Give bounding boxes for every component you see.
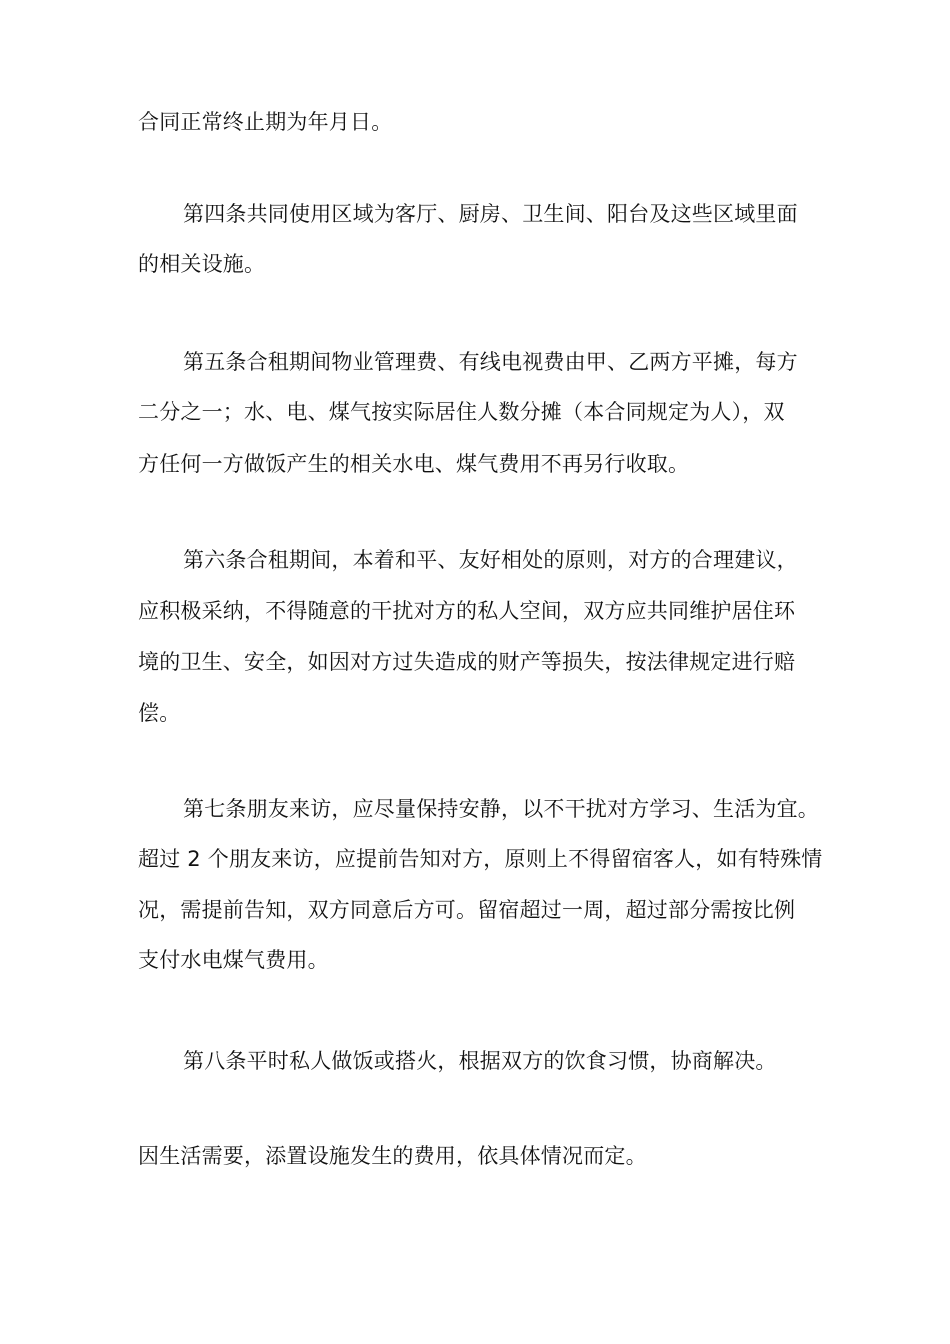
text-line: 第六条合租期间，本着和平、友好相处的原则，对方的合理建议，: [183, 548, 798, 572]
text-line: 应积极采纳，不得随意的干扰对方的私人空间，双方应共同维护居住环: [138, 599, 796, 623]
text-line: 第四条共同使用区域为客厅、厨房、卫生间、阳台及这些区域里面: [183, 202, 798, 226]
text-line: 因生活需要，添置设施发生的费用，依具体情况而定。: [138, 1144, 647, 1168]
text-line: 方任何一方做饭产生的相关水电、煤气费用不再另行收取。: [138, 452, 690, 476]
text-line: 合同正常终止期为年月日。: [138, 110, 393, 134]
text-line: 偿。: [138, 701, 181, 725]
text-line: 境的卫生、安全，如因对方过失造成的财产等损失，按法律规定进行赔: [138, 650, 796, 674]
text-line: 第五条合租期间物业管理费、有线电视费由甲、乙两方平摊，每方: [183, 350, 798, 374]
text-line: 第七条朋友来访，应尽量保持安静，以不干扰对方学习、生活为宜。: [183, 797, 819, 821]
text-line: 二分之一；水、电、煤气按实际居住人数分摊（本合同规定为人），双: [138, 400, 785, 424]
text-line: 超过 2 个朋友来访，应提前告知对方，原则上不得留宿客人，如有特殊情: [138, 847, 823, 871]
text-line: 支付水电煤气费用。: [138, 948, 329, 972]
text-line: 的相关设施。: [138, 252, 266, 276]
text-line: 第八条平时私人做饭或搭火，根据双方的饮食习惯，协商解决。: [183, 1049, 777, 1073]
text-line: 况，需提前告知，双方同意后方可。留宿超过一周，超过部分需按比例: [138, 898, 796, 922]
